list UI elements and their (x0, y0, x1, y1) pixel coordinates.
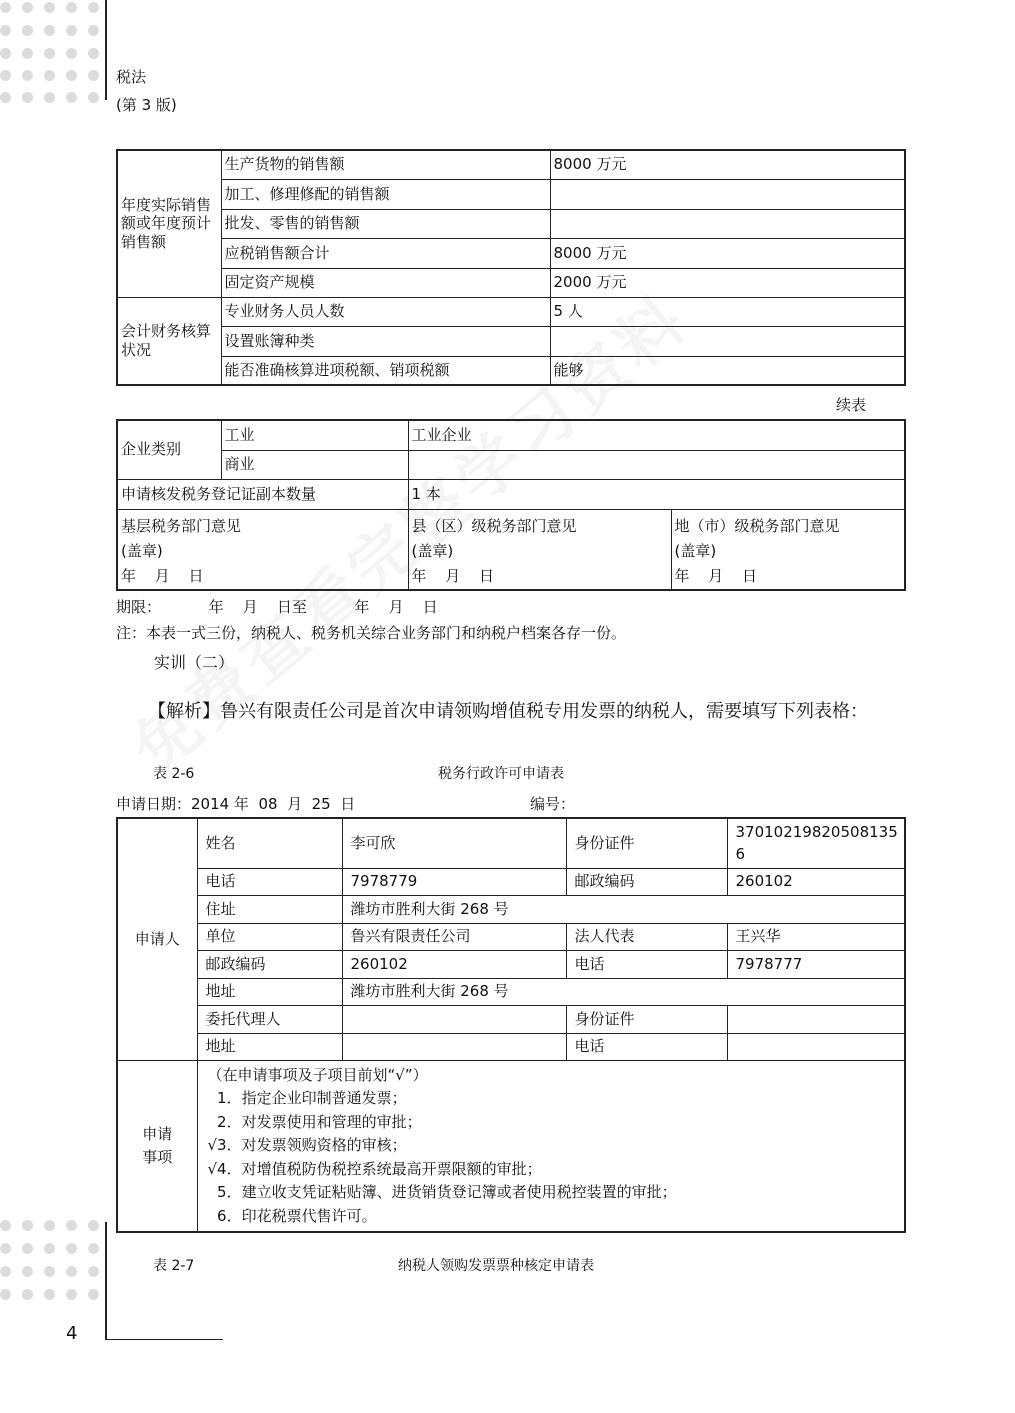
field-label: 地址 (197, 978, 342, 1005)
field-value: 鲁兴有限责任公司 (342, 923, 566, 950)
field-value: 潍坊市胜利大街 268 号 (342, 978, 905, 1005)
field-label: 身份证件 (566, 1005, 727, 1033)
category-name: 工业 (221, 420, 408, 450)
field-value: 李可欣 (342, 818, 566, 868)
continued-label: 续表 (836, 396, 867, 414)
table-2-7-title: 纳税人领购发票票种核定申请表 (398, 1258, 594, 1274)
opinion-county (408, 509, 671, 590)
header-rule (105, 0, 107, 100)
table-2-7-number: 表 2-7 (153, 1258, 195, 1274)
page-number: 4 (66, 1323, 78, 1344)
field-value (727, 1033, 905, 1060)
applicant-label: 申请人 (117, 818, 197, 1060)
row-label: 加工、修理修配的销售额 (221, 179, 550, 209)
field-label: 邮政编码 (566, 868, 727, 895)
field-label: 邮政编码 (197, 950, 342, 978)
field-label: 单位 (197, 923, 342, 950)
footer-rule-vertical (105, 1222, 107, 1340)
field-label: 委托代理人 (197, 1005, 342, 1033)
field-label: 姓名 (197, 818, 342, 868)
opinion-date: 年 月 日 (674, 566, 758, 585)
field-value: 260102 (342, 950, 566, 978)
opinion-title: 地（市）级税务部门意见 (674, 516, 840, 535)
row-value: 能够 (550, 356, 905, 385)
matter-item: 6．印花税票代售许可。 (207, 1206, 377, 1225)
decorative-dots-bottom (0, 1218, 100, 1308)
row-value (550, 209, 905, 238)
row-label: 应税销售额合计 (221, 238, 550, 268)
field-value: 潍坊市胜利大街 268 号 (342, 895, 905, 923)
copies-label: 申请核发税务登记证副本数量 (117, 479, 408, 509)
matters-list (197, 1060, 905, 1232)
category-name: 商业 (221, 450, 408, 479)
field-value: 260102 (727, 868, 905, 895)
field-value (727, 1005, 905, 1033)
row-value (550, 179, 905, 209)
analysis-line: 【解析】鲁兴有限责任公司是首次申请领购增值税专用发票的纳税人，需要填写下列表格： (148, 701, 868, 722)
row-value: 8000 万元 (550, 238, 905, 268)
field-value (342, 1033, 566, 1060)
matters-label-text: 申请事项 (142, 1125, 173, 1166)
matter-item: 5．建立收支凭证粘贴簿、进货销货登记簿或者使用税控装置的审批； (207, 1183, 677, 1201)
field-label: 身份证件 (566, 818, 727, 868)
matters-label (117, 1060, 197, 1232)
opinion-seal: (盖章) (674, 541, 717, 560)
row-value: 2000 万元 (550, 268, 905, 297)
matter-item: √4．对增值税防伪税控系统最高开票限额的审批； (207, 1159, 542, 1178)
permit-application-table (116, 817, 906, 1233)
field-value: 7978779 (342, 868, 566, 895)
row-label: 生产货物的销售额 (221, 150, 550, 179)
field-value: 王兴华 (727, 923, 905, 950)
id-number-value: 370102198205081356 (727, 818, 905, 868)
category-value (408, 450, 905, 479)
row-value: 5 人 (550, 297, 905, 326)
opinion-seal: (盖章) (411, 541, 454, 560)
edition: (第 3 版) (116, 96, 177, 114)
matter-item: 1．指定企业印制普通发票； (207, 1089, 407, 1107)
opinion-seal: (盖章) (121, 541, 163, 560)
row-label: 批发、零售的销售额 (221, 209, 550, 238)
opinion-basic (117, 509, 408, 590)
sales-group-label: 年度实际销售额或年度预计销售额 (117, 150, 221, 297)
matters-intro: （在申请事项及子项目前划“√”） (207, 1065, 428, 1084)
row-value (550, 326, 905, 356)
opinion-city (671, 509, 905, 590)
field-value: 7978777 (727, 950, 905, 978)
row-label: 设置账簿种类 (221, 326, 550, 356)
opinion-date: 年 月 日 (411, 566, 495, 585)
practice-heading: 实训（二） (154, 653, 235, 672)
opinion-title: 基层税务部门意见 (121, 516, 242, 535)
category-label: 企业类别 (117, 420, 221, 479)
field-label: 地址 (197, 1033, 342, 1060)
period-line: 期限： 年 月 日至 年 月 日 (116, 598, 438, 616)
field-label: 电话 (566, 950, 727, 978)
table-2-6-title: 税务行政许可申请表 (438, 766, 564, 782)
row-label: 固定资产规模 (221, 268, 550, 297)
continued-table (116, 419, 906, 591)
row-label: 能否准确核算进项税额、销项税额 (221, 356, 550, 385)
accounting-group-label: 会计财务核算状况 (117, 297, 221, 385)
table-2-6-number: 表 2-6 (153, 766, 195, 782)
matter-item: √3．对发票领购资格的审核； (207, 1136, 407, 1154)
apply-date: 申请日期：2014 年 08 月 25 日 (116, 795, 356, 813)
field-label: 法人代表 (566, 923, 727, 950)
row-label: 专业财务人员人数 (221, 297, 550, 326)
field-value (342, 1005, 566, 1033)
book-title: 税法 (116, 68, 147, 86)
field-label: 电话 (197, 868, 342, 895)
matter-item: 2．对发票使用和管理的审批； (207, 1112, 422, 1131)
note-line: 注：本表一式三份，纳税人、税务机关综合业务部门和纳税户档案各存一份。 (116, 624, 627, 642)
opinion-date: 年 月 日 (121, 566, 204, 585)
footer-rule-horizontal (105, 1339, 223, 1340)
category-value: 工业企业 (408, 420, 905, 450)
field-label: 住址 (197, 895, 342, 923)
serial-label: 编号： (530, 795, 576, 813)
field-label: 电话 (566, 1033, 727, 1060)
row-value: 8000 万元 (550, 150, 905, 179)
copies-value: 1 本 (408, 479, 905, 509)
sales-info-table (116, 149, 906, 386)
opinion-title: 县（区）级税务部门意见 (411, 516, 577, 535)
decorative-dots-top (0, 0, 100, 110)
